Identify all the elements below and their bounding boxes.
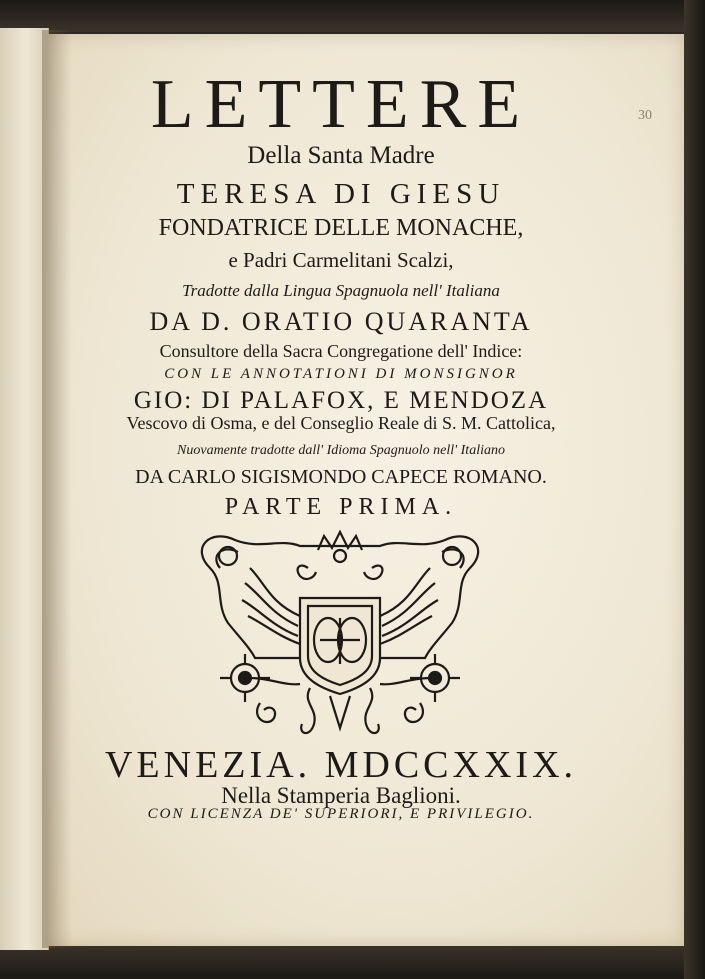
author-role-continued: e Padri Carmelitani Scalzi, <box>228 248 454 272</box>
annotator-name: GIO: DI PALAFOX, E MENDOZA <box>133 387 549 414</box>
book-title: LETTERE <box>150 66 532 143</box>
volume-label: PARTE PRIMA. <box>224 494 458 520</box>
imprint-license: CON LICENZA DE' SUPERIORI, E PRIVILEGIO. <box>147 806 535 822</box>
annotator-role: Vescovo di Osma, e del Conseglio Reale di S. M. Cattolica, <box>126 413 556 433</box>
translator-name: DA D. ORATIO QUARANTA <box>149 307 533 336</box>
book-board-bottom <box>0 944 705 979</box>
second-translation-note: Nuovamente tradotte dall' Idioma Spagnuolo nell' Italiano <box>177 443 505 458</box>
imprint-printer: Nella Stamperia Baglioni. <box>221 783 461 808</box>
second-translator-name: DA CARLO SIGISMONDO CAPECE ROMANO. <box>135 466 547 488</box>
translator-role: Consultore della Sacra Congregatione dell' Indice: <box>159 341 523 361</box>
author-name: TERESA DI GIESU <box>176 178 506 210</box>
annotations-note: CON LE ANNOTATIONI DI MONSIGNOR <box>164 366 518 382</box>
book-board-top <box>0 0 705 32</box>
book-board-right <box>684 0 705 979</box>
translation-note: Tradotte dalla Lingua Spagnuola nell' Italiana <box>182 281 500 300</box>
author-role: FONDATRICE DELLE MONACHE, <box>158 215 524 241</box>
subtitle-della-santa-madre: Della Santa Madre <box>247 142 435 169</box>
imprint-city-year: VENEZIA. MDCCXXIX. <box>104 744 578 786</box>
margin-pencil-mark: 30 <box>638 108 652 123</box>
printers-device-ornament <box>190 528 490 743</box>
